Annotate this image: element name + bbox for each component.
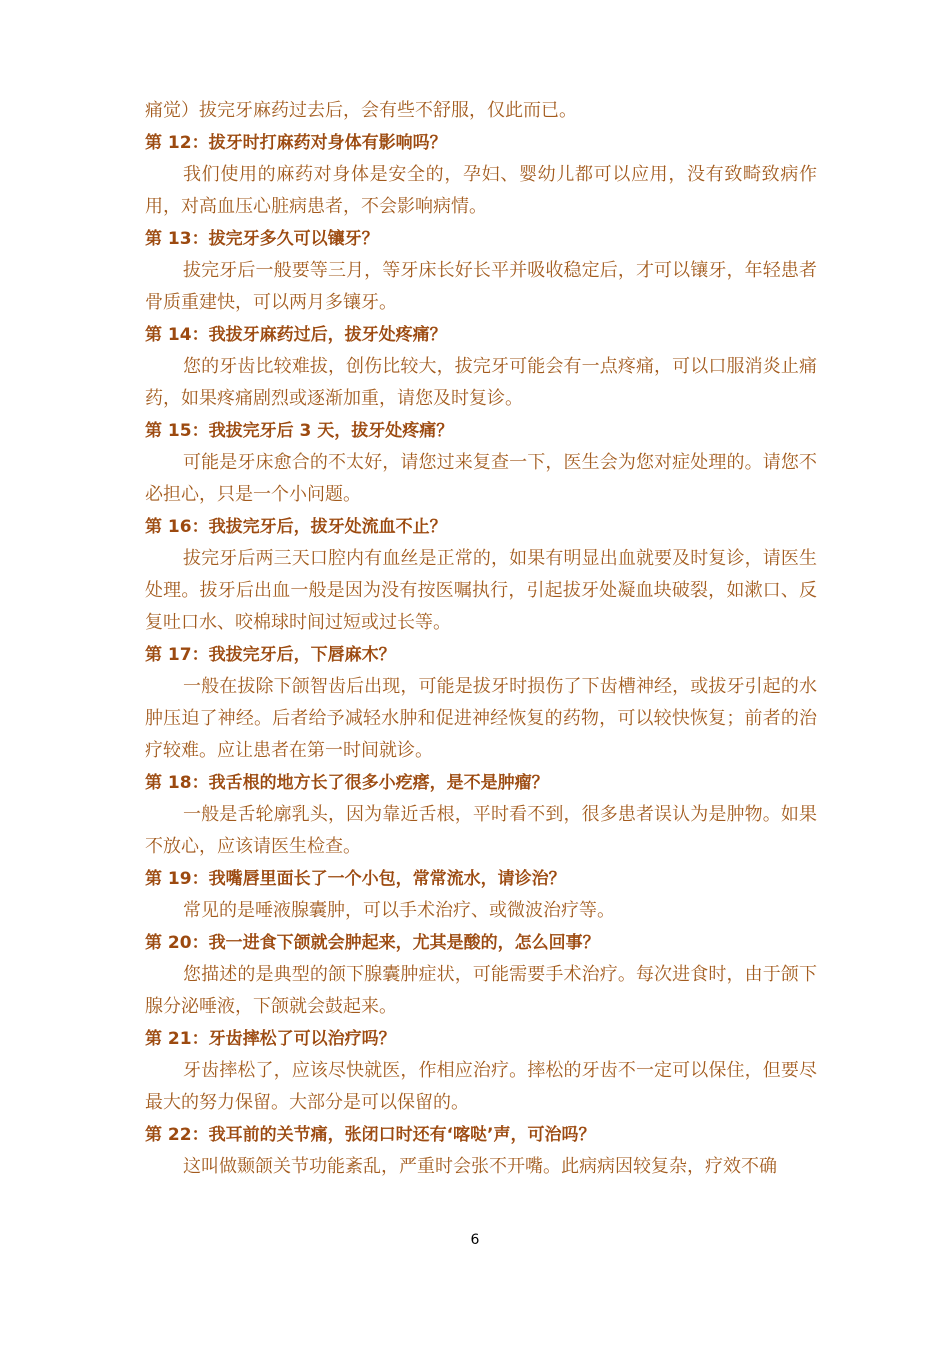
qa-item-22 xyxy=(145,1119,817,1183)
answer-paragraph: 可能是牙床愈合的不太好，请您过来复查一下，医生会为您对症处理的。请您不必担心，只是一个小问题。 xyxy=(145,452,817,505)
answer-paragraph: 拔完牙后一般要等三月，等牙床长好长平并吸收稳定后，才可以镶牙，年轻患者骨质重建快，可以两月多镶牙。 xyxy=(145,260,817,313)
qa-item-14 xyxy=(145,319,817,415)
answer-paragraph: 常见的是唾液腺囊肿，可以手术治疗、或微波治疗等。 xyxy=(183,900,615,921)
qa-item-16 xyxy=(145,511,817,639)
qa-item-19 xyxy=(145,863,817,927)
question-heading: 第 21：牙齿摔松了可以治疗吗？ xyxy=(145,1029,396,1049)
answer-paragraph: 拔完牙后两三天口腔内有血丝是正常的，如果有明显出血就要及时复诊，请医生处理。拔牙后出血一般是因为没有按医嘱执行，引起拔牙处凝血块破裂，如漱口、反复吐口水、咬棉球时间过短或过长等。 xyxy=(145,548,817,633)
question-heading: 第 12：拔牙时打麻药对身体有影响吗？ xyxy=(145,133,447,153)
question-heading: 第 16：我拔完牙后，拔牙处流血不止？ xyxy=(145,517,447,537)
answer-paragraph: 您描述的是典型的颌下腺囊肿症状，可能需要手术治疗。每次进食时，由于颌下腺分泌唾液，下颌就会鼓起来。 xyxy=(145,964,817,1017)
qa-item-17 xyxy=(145,639,817,767)
question-heading: 第 19：我嘴唇里面长了一个小包，常常流水，请诊治？ xyxy=(145,869,566,889)
answer-paragraph: 这叫做颞颌关节功能紊乱，严重时会张不开嘴。此病病因较复杂，疗效不确 xyxy=(183,1156,777,1177)
question-heading: 第 20：我一进食下颌就会肿起来，尤其是酸的，怎么回事？ xyxy=(145,933,600,953)
answer-paragraph: 一般是舌轮廓乳头，因为靠近舌根，平时看不到，很多患者误认为是肿物。如果不放心，应该请医生检查。 xyxy=(145,804,817,857)
continuation-paragraph: 痛觉）拔完牙麻药过去后，会有些不舒服，仅此而已。 xyxy=(145,100,577,121)
qa-item-21 xyxy=(145,1023,817,1119)
qa-item-12 xyxy=(145,127,817,223)
question-heading: 第 15：我拔完牙后 3 天，拔牙处疼痛？ xyxy=(145,421,454,441)
question-heading: 第 22：我耳前的关节痛，张闭口时还有‘喀哒’声，可治吗？ xyxy=(145,1125,596,1145)
answer-paragraph: 牙齿摔松了，应该尽快就医，作相应治疗。摔松的牙齿不一定可以保住，但要尽最大的努力保留。大部分是可以保留的。 xyxy=(145,1060,817,1113)
qa-item-18 xyxy=(145,767,817,863)
qa-item-20 xyxy=(145,927,817,1023)
answer-paragraph: 我们使用的麻药对身体是安全的，孕妇、婴幼儿都可以应用，没有致畸致病作用，对高血压心脏病患者，不会影响病情。 xyxy=(145,164,817,217)
page-number: 6 xyxy=(470,1232,480,1248)
question-heading: 第 14：我拔牙麻药过后，拔牙处疼痛？ xyxy=(145,325,447,345)
document-body xyxy=(145,95,817,1183)
answer-paragraph: 一般在拔除下颌智齿后出现，可能是拔牙时损伤了下齿槽神经，或拔牙引起的水肿压迫了神经。后者给予减轻水肿和促进神经恢复的药物，可以较快恢复；前者的治疗较难。应让患者在第一时间就诊。 xyxy=(145,676,817,761)
answer-paragraph: 您的牙齿比较难拔，创伤比较大，拔完牙可能会有一点疼痛，可以口服消炎止痛药，如果疼痛剧烈或逐渐加重，请您及时复诊。 xyxy=(145,356,817,409)
question-heading: 第 18：我舌根的地方长了很多小疙瘩，是不是肿瘤？ xyxy=(145,773,549,793)
qa-item-13 xyxy=(145,223,817,319)
qa-item-15 xyxy=(145,415,817,511)
question-heading: 第 13：拔完牙多久可以镶牙？ xyxy=(145,229,379,249)
question-heading: 第 17：我拔完牙后，下唇麻木？ xyxy=(145,645,396,665)
